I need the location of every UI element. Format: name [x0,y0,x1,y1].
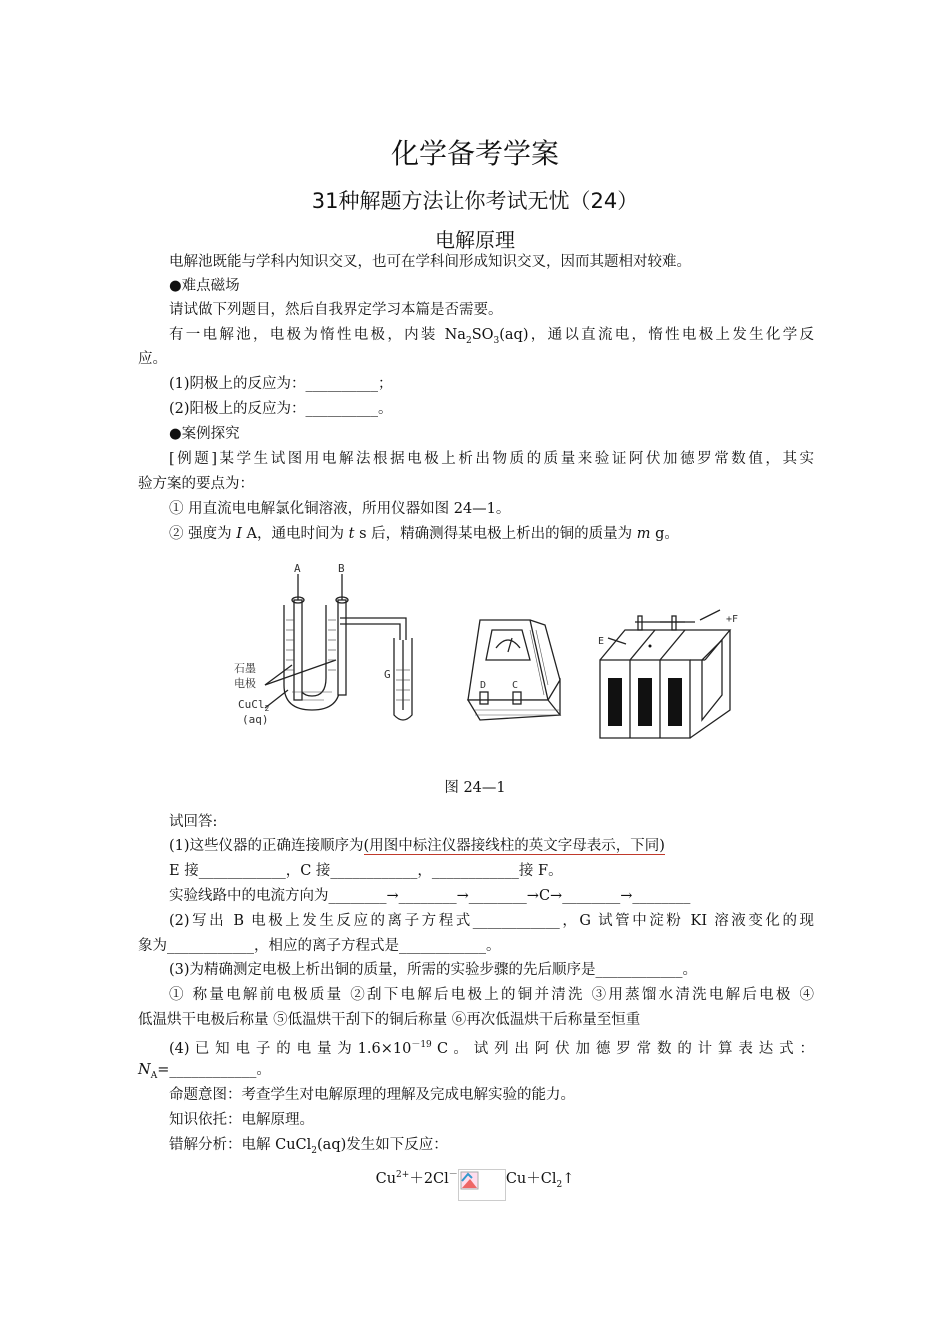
label-e: E [598,636,605,647]
intro-paragraph: 电解池既能与学科内知识交叉，也可在学科间形成知识交叉，因而其题相对较难。 [169,254,691,270]
problem-line-2: 应。 [138,351,167,367]
label-cucl2: CuCl$_2$ [238,698,270,713]
section-difficulty: ●难点磁场 [169,278,240,294]
label-aq: (aq) [242,713,269,726]
section-case-study: ●案例探究 [169,426,240,442]
question-4: (4) 已 知 电 子 的 电 量 为 $1.6\times 10^{-19}$ C 。 试 列 出 阿 伏 加 德 罗 常 数 的 计 算 表 达 式 ： [169,1040,814,1057]
electrode-b [338,600,346,695]
reaction-equation: $Cu^{2+}+2Cl^-$ $Cu+Cl_2↑$ [0,1163,950,1195]
question-1-blanks: E 接____________，C 接____________，____________接 F。 [169,863,563,879]
question-1: (1)这些仪器的正确连接顺序为(用图中标注仪器接线柱的英文字母表示，下同) [169,838,665,854]
error-analysis: 错解分析：电解 CuCl$_2$(aq)发生如下反应： [169,1137,448,1156]
problem-line-1: 有一电解池，电极为惰性电极，内装 $Na_2SO_3(aq)$，通以直流电，惰性电极上发生化学反 [169,327,814,346]
page-title: 化学备考学案 [390,137,559,170]
steps-line-2: 低温烘干电极后称量 ⑤低温烘干刮下的铜后称量 ⑥再次低温烘干后称量至恒重 [138,1012,641,1028]
label-b: B [338,562,345,575]
label-graphite: 石墨 [234,662,256,675]
question-anode: (2)阳极上的反应为：__________。 [169,401,393,417]
u-tube [284,605,340,710]
label-d: D [480,680,487,691]
label-c: C [512,680,519,691]
instruction-line: 请试做下列题目，然后自我界定学习本篇是否需要。 [169,302,503,318]
step-2: ② 强度为 I A，通电时间为 t s 后，精确测得某电极上析出的铜的质量为 m g。 [169,526,679,542]
example-line-1: [例题]某学生试图用电解法根据电极上析出物质的质量来验证阿伏加德罗常数值，其实 [169,451,814,467]
question-3: (3)为精确测定电极上析出铜的质量，所需的实验步骤的先后顺序是____________。 [169,962,698,978]
intent: 命题意图：考查学生对电解原理的理解及完成电解实验的能力。 [169,1087,575,1103]
example-line-2: 验方案的要点为： [138,476,254,492]
ammeter [468,620,560,720]
label-g: G [384,668,391,681]
question-2-line-1: (2)写出 B 电极上发生反应的离子方程式____________，G 试管中淀粉 KI 溶液变化的现 [169,913,814,929]
gas-pipe [340,618,406,640]
section-heading: 电解原理 [435,228,515,252]
figure-caption: 图 24—1 [444,780,506,796]
steps-line-1: ① 称量电解前电极质量 ②刮下电解后电极上的铜并清洗 ③用蒸馏水清洗电解后电极 ④ [169,987,814,1003]
question-cathode: (1)阴极上的反应为：__________； [169,376,393,392]
broken-image-icon [458,1169,506,1201]
underlined-note: (用图中标注仪器接线柱的英文字母表示，下同) [363,838,665,854]
step-1: ① 用直流电电解氯化铜溶液，所用仪器如图 24—1。 [169,501,511,517]
question-2-line-2: 象为____________，相应的离子方程式是____________。 [138,938,501,954]
label-f: +F [726,614,739,625]
electrode-a [294,600,302,700]
knowledge-basis: 知识依托：电解原理。 [169,1112,314,1128]
question-4-answer: $N_A=\_\_\_\_\_\_\_\_\_\_\_\_$。 [138,1062,271,1081]
page-subtitle: 31种解题方法让你考试无忧（24） [311,189,639,213]
apparatus-figure [230,560,790,745]
label-electrode: 电极 [234,677,256,690]
current-direction: 实验线路中的电流方向为________→________→________→C→________→________ [169,888,691,904]
answer-prompt: 试回答: [169,814,218,830]
label-a: A [294,562,301,575]
